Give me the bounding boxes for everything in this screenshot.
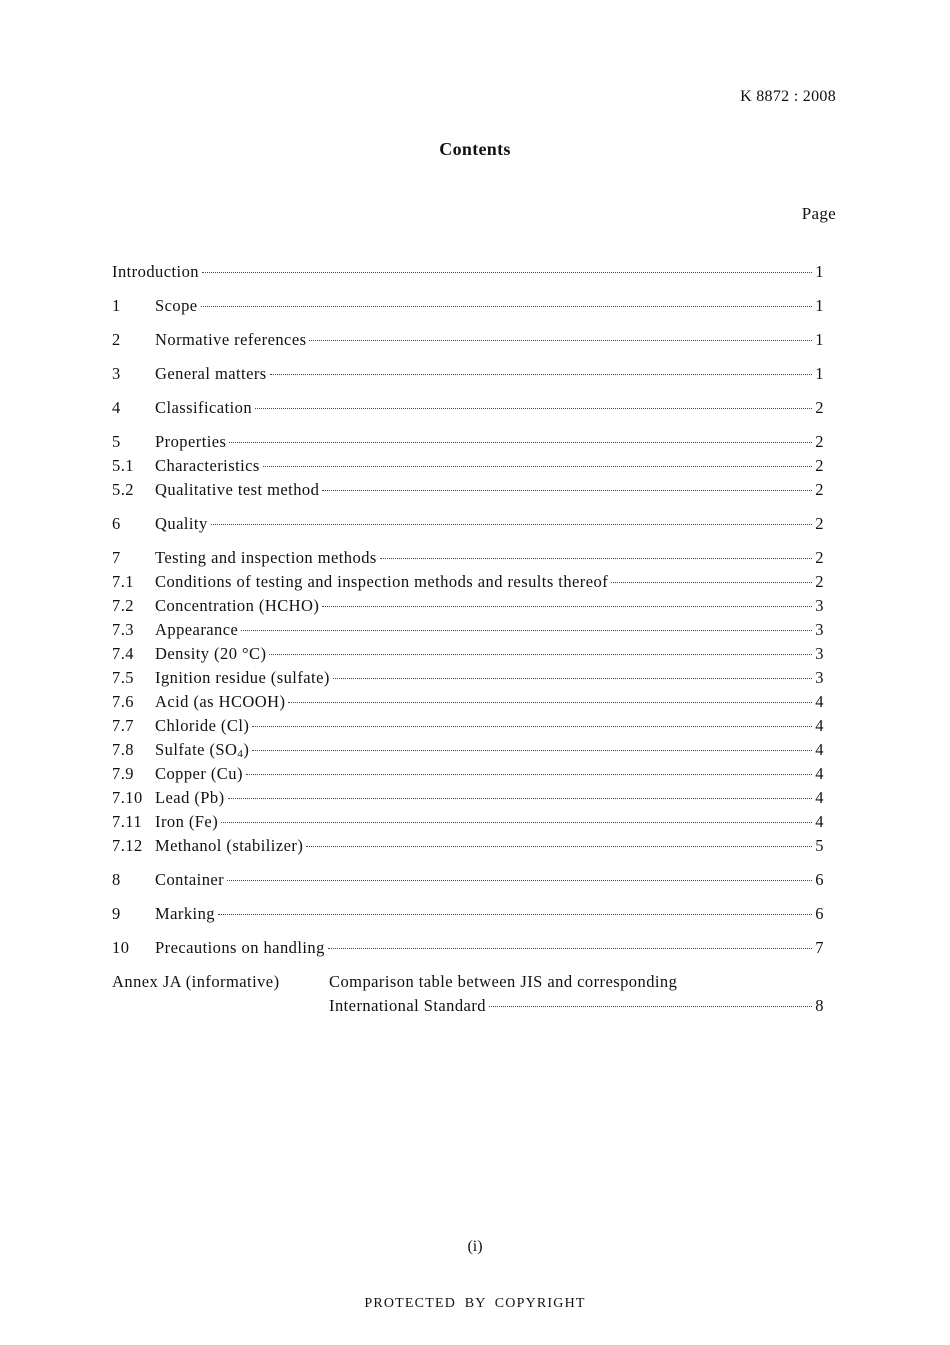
toc-entry[interactable] xyxy=(112,812,824,836)
toc-entry-page-number: 2 xyxy=(815,514,824,533)
annex-tag: Annex JA (informative) xyxy=(112,972,280,991)
toc-entry-page-number: 1 xyxy=(815,364,824,383)
toc-entry-label: Qualitative test method xyxy=(155,480,320,499)
toc-entry-number: 5 xyxy=(112,432,121,451)
toc-entry-page-number: 6 xyxy=(815,904,824,923)
toc-entry-number: 7.12 xyxy=(112,836,143,855)
leader-dots xyxy=(611,582,812,583)
toc-entry-number: 6 xyxy=(112,514,121,533)
toc-entry-label: Chloride (Cl) xyxy=(155,716,250,735)
toc-entry-label: Conditions of testing and inspection methods and results thereof xyxy=(155,572,609,591)
page-column-label: Page xyxy=(801,204,836,223)
toc-entry-page-number: 6 xyxy=(815,870,824,889)
toc-entry-number: 7.10 xyxy=(112,788,143,807)
leader-dots xyxy=(227,880,812,881)
toc-entry-label: Characteristics xyxy=(155,456,260,475)
leader-dots xyxy=(202,272,812,273)
toc-entry-page-number: 2 xyxy=(815,480,824,499)
toc-annex-entry[interactable] xyxy=(112,972,824,1020)
toc-entry-page-number: 2 xyxy=(815,398,824,417)
toc-entry-page-number: 1 xyxy=(815,262,824,281)
toc-entry-label: Density (20 °C) xyxy=(155,644,267,663)
leader-dots xyxy=(328,948,812,949)
toc-entry-number: 5.1 xyxy=(112,456,134,475)
toc-entry-number: 5.2 xyxy=(112,480,134,499)
toc-entry-number: 7.8 xyxy=(112,740,134,759)
toc-entry-label: Copper (Cu) xyxy=(155,764,243,783)
toc-entries xyxy=(112,262,824,962)
toc-entry-label: Ignition residue (sulfate) xyxy=(155,668,330,687)
leader-dots xyxy=(309,340,812,341)
toc-entry[interactable] xyxy=(112,788,824,812)
toc-entry-label: Quality xyxy=(155,514,208,533)
toc-entry-page-number: 7 xyxy=(815,938,824,957)
toc-entry[interactable] xyxy=(112,432,824,456)
leader-dots xyxy=(252,726,812,727)
toc-entry-number: 7.5 xyxy=(112,668,134,687)
toc-entry[interactable] xyxy=(112,262,824,286)
toc-entry[interactable] xyxy=(112,548,824,572)
toc-entry-page-number: 3 xyxy=(815,644,824,663)
leader-dots xyxy=(228,798,813,799)
toc-entry-label: Classification xyxy=(155,398,253,417)
toc-entry-number: 7.11 xyxy=(112,812,143,831)
toc-entry-page-number: 4 xyxy=(815,788,824,807)
leader-dots xyxy=(252,750,812,751)
leader-dots xyxy=(221,822,812,823)
toc-entry-page-number: 1 xyxy=(815,296,824,315)
leader-dots xyxy=(333,678,812,679)
leader-dots xyxy=(270,374,813,375)
toc-entry-label: Methanol (stabilizer) xyxy=(155,836,304,855)
toc-entry-number: 7.3 xyxy=(112,620,134,639)
toc-entry-label: Appearance xyxy=(155,620,239,639)
toc-entry-label: Iron (Fe) xyxy=(155,812,219,831)
toc-entry[interactable] xyxy=(112,480,824,504)
standard-number: K 8872 : 2008 xyxy=(740,88,836,105)
toc-entry-number: 8 xyxy=(112,870,121,889)
toc-entry-number: 4 xyxy=(112,398,121,417)
toc-entry-page-number: 3 xyxy=(815,596,824,615)
leader-dots xyxy=(218,914,812,915)
toc-entry[interactable] xyxy=(112,514,824,538)
toc-entry-label: Container xyxy=(155,870,225,889)
toc-entry-label: Properties xyxy=(155,432,227,451)
toc-entry-label: Introduction xyxy=(112,262,199,281)
toc-entry-number: 7.9 xyxy=(112,764,134,783)
leader-dots xyxy=(229,442,812,443)
toc-entry[interactable] xyxy=(112,398,824,422)
leader-dots xyxy=(211,524,813,525)
leader-dots xyxy=(269,654,812,655)
toc-entry-page-number: 4 xyxy=(815,764,824,783)
toc-entry-page-number: 4 xyxy=(815,716,824,735)
toc-entry[interactable] xyxy=(112,596,824,620)
toc-entry-number: 7.4 xyxy=(112,644,134,663)
toc-entry[interactable] xyxy=(112,572,824,596)
toc-entry-label: Lead (Pb) xyxy=(155,788,225,807)
toc-entry-page-number: 4 xyxy=(815,812,824,831)
page-folio: (i) xyxy=(467,1238,483,1255)
toc-entry-page-number: 3 xyxy=(815,668,824,687)
toc-entry[interactable] xyxy=(112,620,824,644)
toc-entry-page-number: 5 xyxy=(815,836,824,855)
leader-dots xyxy=(246,774,812,775)
toc-entry-page-number: 4 xyxy=(815,740,824,759)
toc-entry[interactable] xyxy=(112,904,824,928)
toc-entry-label: Sulfate $(SO_4)$ xyxy=(155,740,250,760)
toc-entry[interactable] xyxy=(112,836,824,860)
toc-entry-page-number: 2 xyxy=(815,456,824,475)
toc-entry[interactable] xyxy=(112,330,824,354)
leader-dots xyxy=(322,606,812,607)
toc-entry-page-number: 1 xyxy=(815,330,824,349)
leader-dots xyxy=(255,408,812,409)
page-title: Contents xyxy=(439,139,511,159)
toc-entry-page-number: 2 xyxy=(815,432,824,451)
toc-entry-page-number: 4 xyxy=(815,692,824,711)
toc-entry-number: 7.2 xyxy=(112,596,134,615)
toc-entry-number: 7.6 xyxy=(112,692,134,711)
toc-entry-number: 7.1 xyxy=(112,572,134,591)
toc-entry-number: 7.7 xyxy=(112,716,134,735)
toc-entry-number: 10 xyxy=(112,938,130,957)
toc-entry-number: 1 xyxy=(112,296,121,315)
leader-dots xyxy=(288,702,812,703)
toc-entry[interactable] xyxy=(112,456,824,480)
table-of-contents xyxy=(112,262,824,1020)
toc-entry-number: 2 xyxy=(112,330,121,349)
leader-dots xyxy=(322,490,812,491)
toc-entry-label: Scope xyxy=(155,296,198,315)
leader-dots xyxy=(241,630,812,631)
toc-entry-number: 3 xyxy=(112,364,121,383)
toc-entry[interactable] xyxy=(112,364,824,388)
annex-title-line2: International Standard xyxy=(329,996,486,1015)
copyright-notice: PROTECTED BY COPYRIGHT xyxy=(364,1296,586,1311)
leader-dots xyxy=(489,1006,812,1007)
toc-entry[interactable] xyxy=(112,740,824,764)
toc-entry-number: 9 xyxy=(112,904,121,923)
leader-dots xyxy=(263,466,813,467)
leader-dots xyxy=(306,846,812,847)
toc-entry-number: 7 xyxy=(112,548,121,567)
toc-entry-label: Concentration (HCHO) xyxy=(155,596,320,615)
toc-entry-page-number: 2 xyxy=(815,572,824,591)
toc-entry-label: Acid (as HCOOH) xyxy=(155,692,286,711)
toc-entry-label: Precautions on handling xyxy=(155,938,325,957)
toc-entry-label: General matters xyxy=(155,364,267,383)
annex-page-number: 8 xyxy=(815,996,824,1015)
toc-entry-label: Normative references xyxy=(155,330,307,349)
toc-entry[interactable] xyxy=(112,870,824,894)
leader-dots xyxy=(201,306,813,307)
toc-entry[interactable] xyxy=(112,764,824,788)
toc-entry[interactable] xyxy=(112,668,824,692)
toc-entry[interactable] xyxy=(112,938,824,962)
toc-entry-label: Marking xyxy=(155,904,215,923)
toc-entry-label: Testing and inspection methods xyxy=(155,548,377,567)
toc-entry[interactable] xyxy=(112,716,824,740)
toc-entry[interactable] xyxy=(112,644,824,668)
leader-dots xyxy=(380,558,813,559)
toc-entry[interactable] xyxy=(112,692,824,716)
toc-entry-page-number: 2 xyxy=(815,548,824,567)
annex-title-line1: Comparison table between JIS and corresponding xyxy=(329,972,678,991)
toc-entry-page-number: 3 xyxy=(815,620,824,639)
toc-entry[interactable] xyxy=(112,296,824,320)
